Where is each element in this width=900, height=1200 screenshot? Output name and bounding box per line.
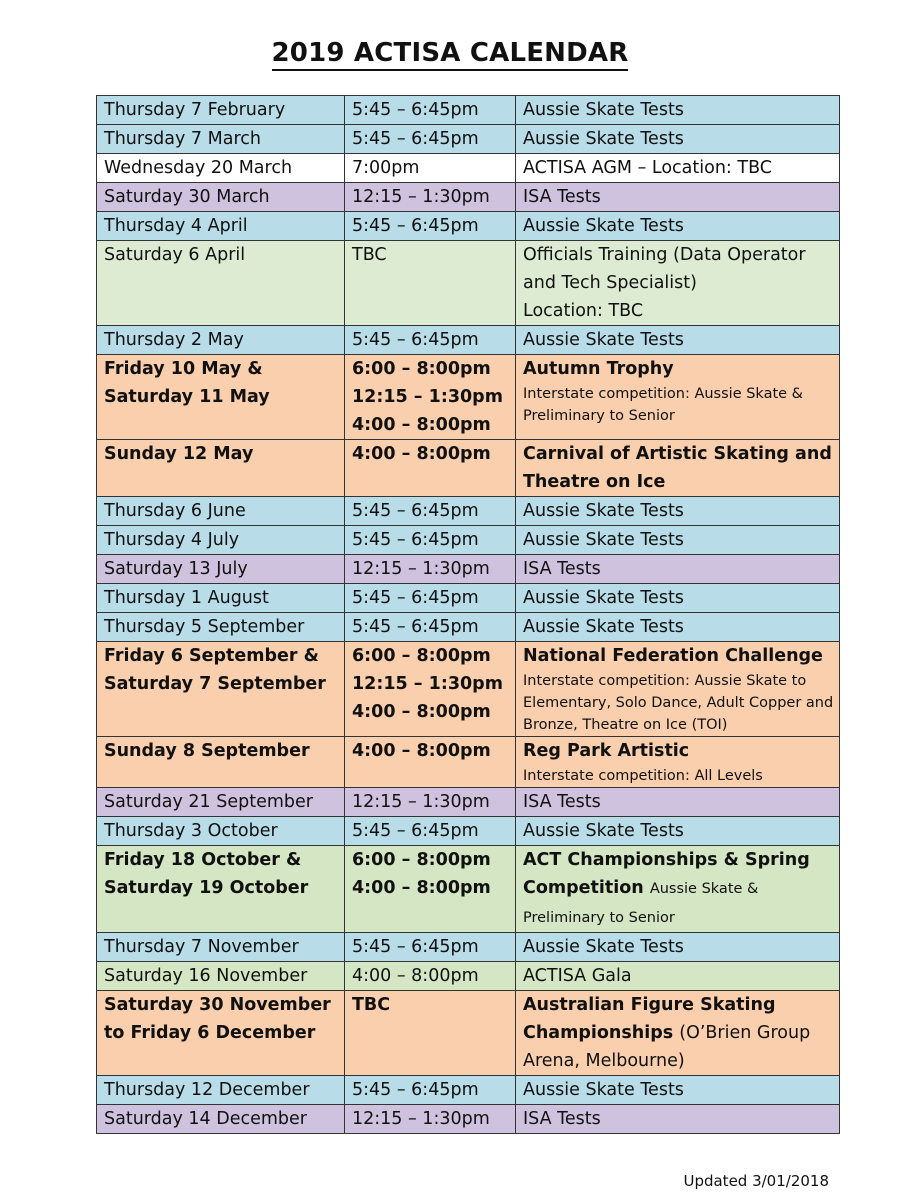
time-cell: 5:45 – 6:45pm [345,933,516,962]
event-cell: Aussie Skate Tests [516,526,840,555]
time-cell: 12:15 – 1:30pm [345,183,516,212]
date-cell: Saturday 21 September [97,788,345,817]
table-row [97,497,840,526]
table-row [97,183,840,212]
table-row [97,154,840,183]
calendar-table [96,95,840,1134]
time-cell: 5:45 – 6:45pm [345,817,516,846]
time-cell: 4:00 – 8:00pm [345,962,516,991]
date-cell: Saturday 13 July [97,555,345,584]
date-cell: Thursday 1 August [97,584,345,613]
time-cell: 5:45 – 6:45pm [345,326,516,355]
date-cell: Thursday 7 March [97,125,345,154]
event-cell: Aussie Skate Tests [516,96,840,125]
page-title: 2019 ACTISA CALENDAR [0,38,900,68]
event-cell: Aussie Skate Tests [516,125,840,154]
updated-note: Updated 3/01/2018 [683,1172,829,1190]
table-row [97,991,840,1076]
event-cell: ACTISA Gala [516,962,840,991]
date-cell: Friday 18 October & Saturday 19 October [97,846,345,933]
time-cell: 5:45 – 6:45pm [345,497,516,526]
event-cell: Australian Figure Skating Championships (O’Brien Group Arena, Melbourne) [516,991,840,1076]
time-cell: 4:00 – 8:00pm [345,440,516,497]
time-cell: 12:15 – 1:30pm [345,788,516,817]
time-cell: 4:00 – 8:00pm [345,737,516,788]
date-cell: Thursday 7 February [97,96,345,125]
date-cell: Sunday 8 September [97,737,345,788]
time-cell: 6:00 – 8:00pm 12:15 – 1:30pm 4:00 – 8:00pm [345,642,516,737]
event-cell: Officials Training (Data Operator and Tech Specialist) Location: TBC [516,241,840,326]
date-cell: Thursday 6 June [97,497,345,526]
event-cell: Reg Park Artistic Interstate competition: All Levels [516,737,840,788]
event-cell: ISA Tests [516,183,840,212]
date-cell: Thursday 3 October [97,817,345,846]
table-row [97,125,840,154]
time-cell: 5:45 – 6:45pm [345,526,516,555]
table-row [97,962,840,991]
time-cell: 12:15 – 1:30pm [345,555,516,584]
date-cell: Sunday 12 May [97,440,345,497]
event-cell: Aussie Skate Tests [516,497,840,526]
event-cell: ACTISA AGM – Location: TBC [516,154,840,183]
time-cell: 7:00pm [345,154,516,183]
table-row [97,526,840,555]
date-cell: Thursday 4 July [97,526,345,555]
date-cell: Thursday 7 November [97,933,345,962]
date-cell: Thursday 2 May [97,326,345,355]
table-row [97,326,840,355]
table-row [97,355,840,440]
time-cell: 5:45 – 6:45pm [345,212,516,241]
time-cell: 5:45 – 6:45pm [345,125,516,154]
table-row [97,613,840,642]
date-cell: Saturday 30 November to Friday 6 December [97,991,345,1076]
event-cell: Aussie Skate Tests [516,584,840,613]
time-cell: 12:15 – 1:30pm [345,1105,516,1134]
date-cell: Thursday 12 December [97,1076,345,1105]
time-cell: 5:45 – 6:45pm [345,96,516,125]
event-cell: National Federation Challenge Interstate competition: Aussie Skate to Elementary, Solo Dance, Adult Copper and Bronze, Theatre on Ice (TOI) [516,642,840,737]
event-cell: Carnival of Artistic Skating and Theatre on Ice [516,440,840,497]
table-row [97,555,840,584]
time-cell: 5:45 – 6:45pm [345,1076,516,1105]
date-cell: Thursday 5 September [97,613,345,642]
time-cell: TBC [345,991,516,1076]
event-cell: Aussie Skate Tests [516,613,840,642]
date-cell: Saturday 30 March [97,183,345,212]
date-cell: Saturday 14 December [97,1105,345,1134]
table-row [97,737,840,788]
table-row [97,817,840,846]
table-row [97,212,840,241]
event-cell: Autumn Trophy Interstate competition: Aussie Skate & Preliminary to Senior [516,355,840,440]
table-row [97,1105,840,1134]
date-cell: Saturday 6 April [97,241,345,326]
event-cell: Aussie Skate Tests [516,212,840,241]
time-cell: 6:00 – 8:00pm 4:00 – 8:00pm [345,846,516,933]
date-cell: Friday 6 September & Saturday 7 September [97,642,345,737]
event-cell: ISA Tests [516,1105,840,1134]
table-row [97,96,840,125]
time-cell: 5:45 – 6:45pm [345,613,516,642]
table-row [97,642,840,737]
date-cell: Friday 10 May & Saturday 11 May [97,355,345,440]
table-row [97,788,840,817]
date-cell: Wednesday 20 March [97,154,345,183]
event-cell: Aussie Skate Tests [516,326,840,355]
event-cell: ISA Tests [516,788,840,817]
event-cell: Aussie Skate Tests [516,1076,840,1105]
time-cell: 5:45 – 6:45pm [345,584,516,613]
event-cell: ACT Championships & Spring Competition Aussie Skate & Preliminary to Senior [516,846,840,933]
table-row [97,1076,840,1105]
event-cell: Aussie Skate Tests [516,933,840,962]
event-cell: Aussie Skate Tests [516,817,840,846]
date-cell: Thursday 4 April [97,212,345,241]
table-row [97,584,840,613]
table-row [97,933,840,962]
table-row [97,846,840,933]
event-cell: ISA Tests [516,555,840,584]
time-cell: TBC [345,241,516,326]
table-row [97,440,840,497]
date-cell: Saturday 16 November [97,962,345,991]
time-cell: 6:00 – 8:00pm 12:15 – 1:30pm 4:00 – 8:00pm [345,355,516,440]
table-row [97,241,840,326]
